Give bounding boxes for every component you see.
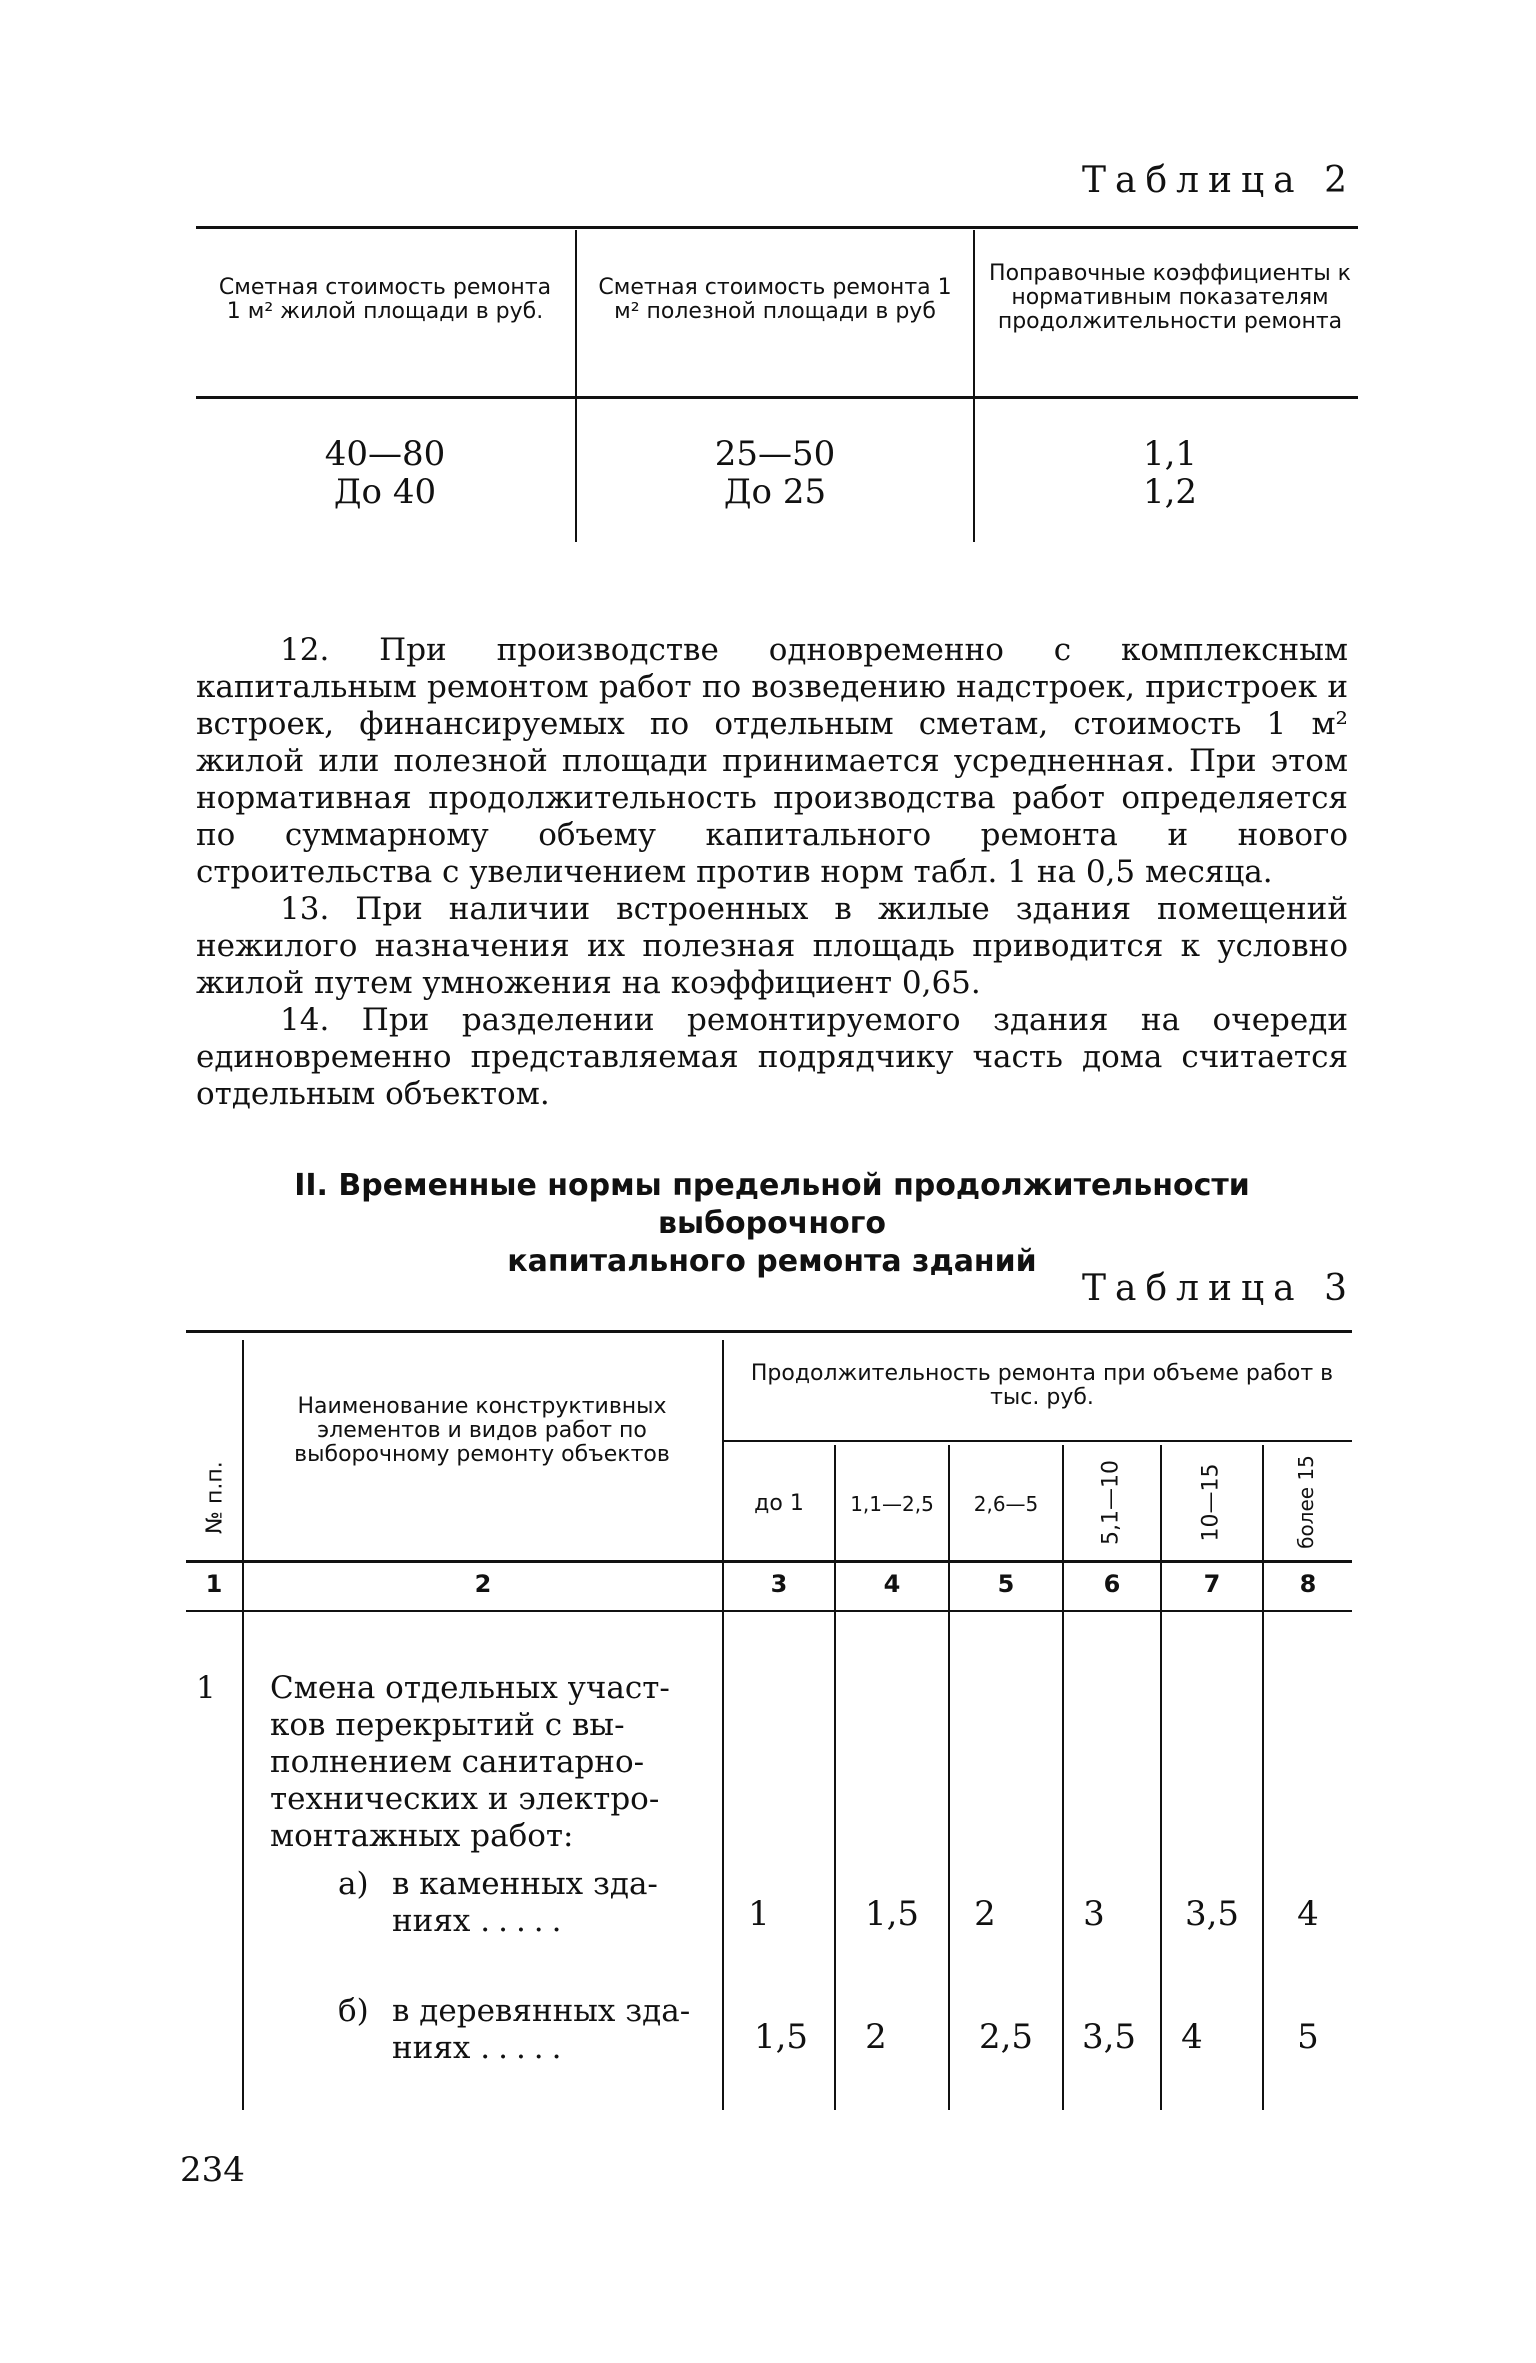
table3-value: 3,5 <box>1184 1894 1240 1934</box>
section-title <box>196 1167 1348 1281</box>
table3-subrow-a-text2: ниях <box>392 1903 471 1939</box>
table3-col-number: 1 <box>205 1570 223 1598</box>
table3-subrow-a-text: в каменных зда- <box>392 1866 658 1902</box>
table2-header-useful: Сметная стоимость ремонта 1 м² полезной площади в руб <box>598 275 952 324</box>
section-title-line2: капитального ремонта зданий <box>507 1244 1037 1279</box>
table2-header-living: Сметная стоимость ремонта 1 м² жилой площади в руб. <box>218 275 552 324</box>
table3-col-number: 4 <box>883 1570 901 1598</box>
table3-header-no: № п.п. <box>202 1461 228 1534</box>
table3-subrow-b-text <box>392 2030 570 2067</box>
table3-value: 2 <box>974 1894 996 1934</box>
table3-subrow-b-text: в деревянных зда- <box>392 1993 691 2029</box>
table3-row-title-line: полнением санитарно- <box>270 1744 645 1780</box>
section-title-line1: II. Временные нормы предельной продолжительности выборочного <box>294 1168 1250 1241</box>
table3-row-title-line: Смена отдельных участ- <box>270 1670 670 1706</box>
table3-value: 4 <box>1181 2017 1203 2057</box>
table2-cell: До 40 <box>333 472 437 512</box>
table3-value: 2,5 <box>978 2017 1034 2057</box>
table3-caption: Таблица 3 <box>1082 1268 1356 1309</box>
table3-row-title-line: ков перекрытий с вы- <box>270 1707 625 1743</box>
table3-col-number: 2 <box>474 1570 492 1598</box>
table3-header-duration: Продолжительность ремонта при объеме работ в тыс. руб. <box>750 1361 1334 1410</box>
table3-subheader: 10—15 <box>1198 1463 1224 1542</box>
table3-row-title-line: монтажных работ: <box>270 1818 574 1854</box>
table2-cell: До 25 <box>723 472 827 512</box>
table3-value: 5 <box>1297 2017 1319 2057</box>
table2-header-coef: Поправочные коэффициенты к нормативным показателям продолжительности ремонта <box>989 261 1351 334</box>
table3-row-title-line: технических и электро- <box>270 1781 660 1817</box>
table3-value: 4 <box>1297 1894 1319 1934</box>
leader-dots: ..... <box>480 1903 570 1939</box>
paragraph-14: 14. При разделении ремонтируемого здания на очереди единовременно представляемая подрядчику часть дома считается отдельным объектом. <box>196 1002 1348 1112</box>
paragraph-13: 13. При наличии встроенных в жилые здания помещений нежилого назначения их полезная площадь приводится к условно жилой путем умножения на коэффициент 0,65. <box>196 891 1348 1001</box>
table3-subrow-b-label: б) <box>338 1993 369 2029</box>
table3-subheader: 2,6—5 <box>973 1492 1039 1516</box>
table3-value: 1,5 <box>753 2017 809 2057</box>
table2-cell: 40—80 <box>324 434 446 474</box>
table2-cell: 1,2 <box>1142 472 1198 512</box>
table3-subrow-b-text2: ниях <box>392 2030 471 2066</box>
table3-col-number: 3 <box>770 1570 788 1598</box>
body-text <box>196 632 1348 1113</box>
table3-col-number: 8 <box>1299 1570 1317 1598</box>
table3-subrow-a-label: а) <box>338 1866 369 1902</box>
page-number: 234 <box>180 2150 245 2190</box>
paragraph-12: 12. При производстве одновременно с комплексным капитальным ремонтом работ по возведению надстроек, пристроек и встроек, финансируемых по отдельным сметам, стоимость 1 м² жилой или полезной площади принимается усредненная. При этом нормативная продолжительность производства работ определяется по суммарному объему капитального ремонта и нового строительства с увеличением против норм табл. 1 на 0,5 месяца. <box>196 632 1348 890</box>
table2-caption: Таблица 2 <box>1082 160 1356 201</box>
table3-header-name: Наименование конструктивных элементов и видов работ по выборочному ремонту объектов <box>294 1394 670 1467</box>
leader-dots: ..... <box>480 2030 570 2066</box>
table3-subheader: более 15 <box>1294 1455 1318 1549</box>
table3-value: 2 <box>865 2017 887 2057</box>
table3-row-title <box>270 1670 710 1855</box>
table3-col-number: 5 <box>997 1570 1015 1598</box>
table3-value: 3 <box>1083 1894 1105 1934</box>
table3-value: 1,5 <box>864 1894 920 1934</box>
table3-value: 3,5 <box>1081 2017 1137 2057</box>
table3-col-number: 6 <box>1103 1570 1121 1598</box>
table3-subrow-a-text <box>392 1903 570 1940</box>
table3-col-number: 7 <box>1203 1570 1221 1598</box>
table3-value: 1 <box>748 1894 770 1934</box>
table3-subheader: 1,1—2,5 <box>850 1492 934 1516</box>
table2-cell: 1,1 <box>1142 434 1198 474</box>
table3-subheader: до 1 <box>754 1491 804 1516</box>
table3-subheader: 5,1—10 <box>1098 1460 1124 1545</box>
table2-cell: 25—50 <box>714 434 836 474</box>
table3-row-no: 1 <box>196 1670 216 1706</box>
